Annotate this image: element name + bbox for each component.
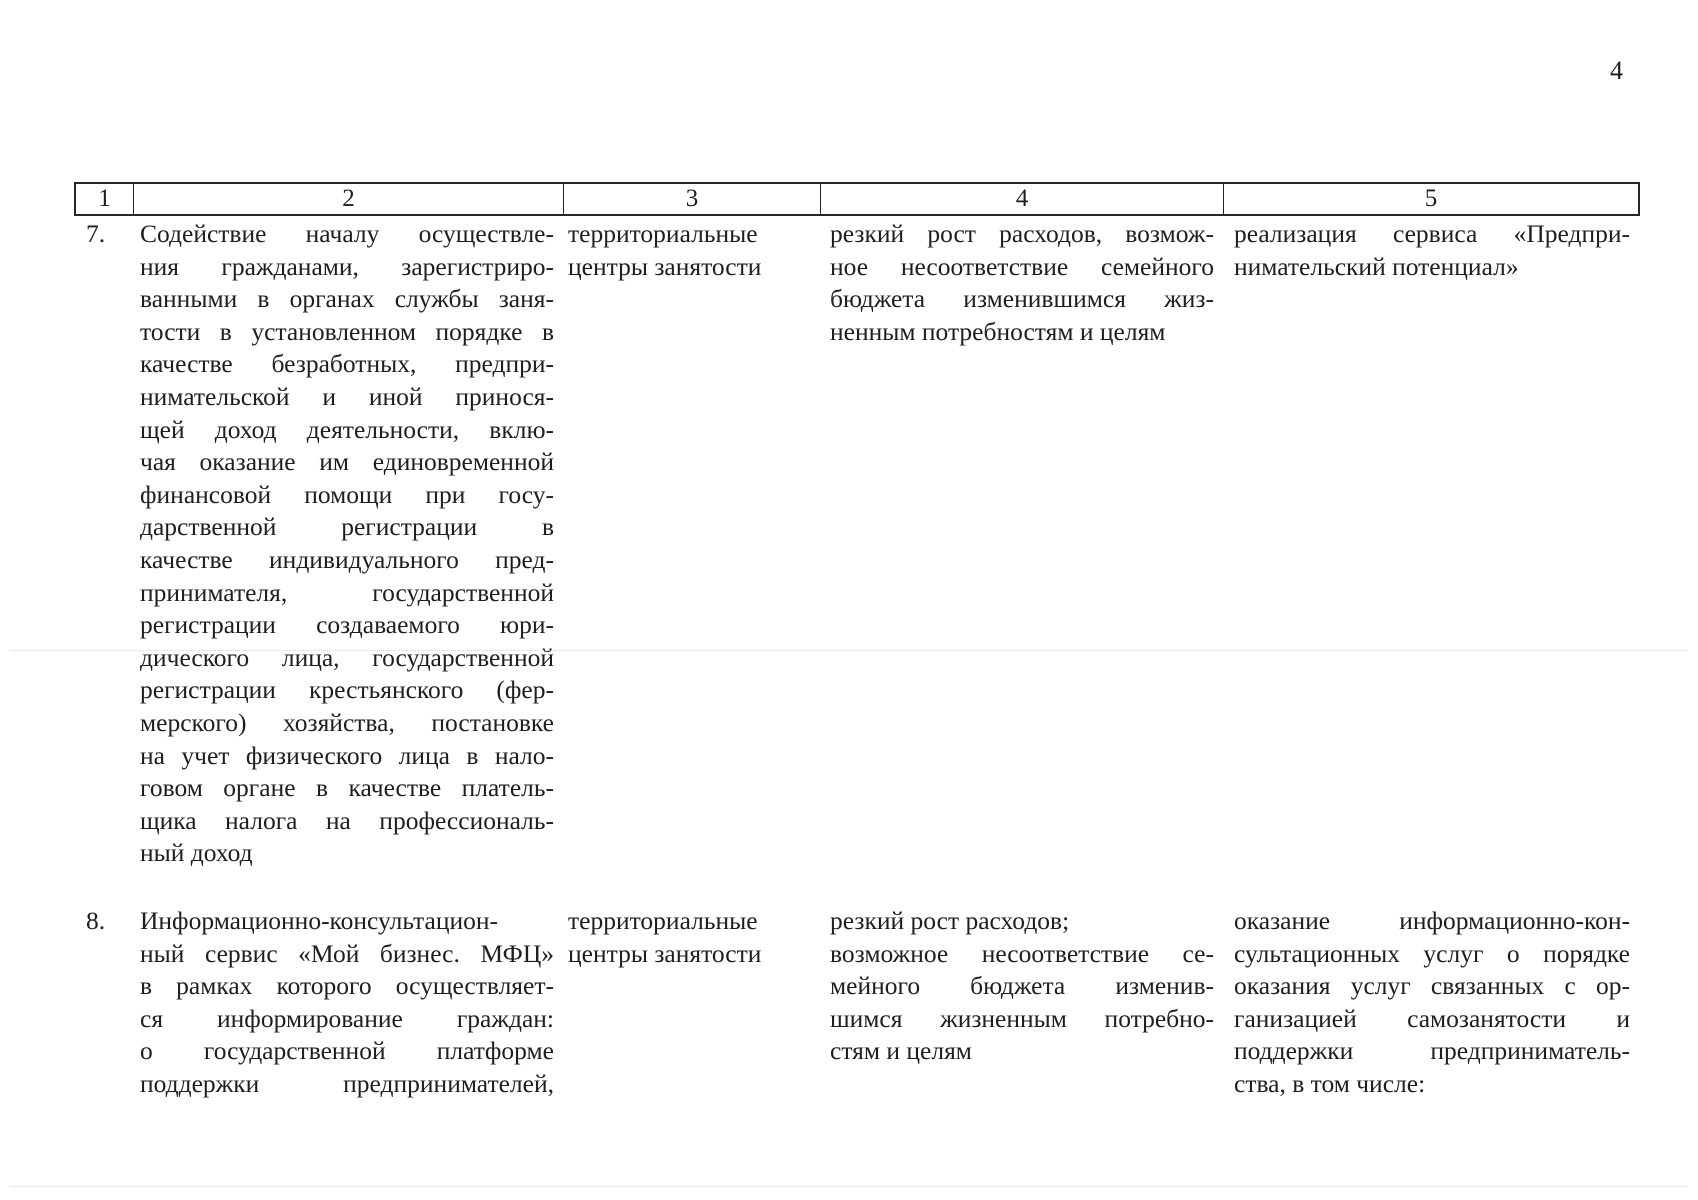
text-line: оказания услуг связанных с ор-: [1234, 971, 1630, 1001]
header-cell-5: 5: [1424, 185, 1438, 212]
text-line: принимателя, государственной: [140, 577, 554, 607]
text-line: качестве безработных, предпри-: [140, 349, 554, 379]
text-line: ства, в том числе:: [1234, 1068, 1426, 1098]
text-line: ное несоответствие семейного: [830, 251, 1214, 281]
risk-description: [830, 905, 1214, 1068]
text-line: центры занятости: [568, 938, 762, 968]
text-line: поддержки предприниматель-: [1234, 1036, 1630, 1066]
text-line: чая оказание им единовременной: [140, 447, 554, 477]
row-number: 7.: [86, 219, 106, 248]
text-line: о государственной платформе: [140, 1036, 554, 1066]
header-cell-4: 4: [821, 184, 1224, 214]
scan-artifact-line: [10, 650, 1688, 651]
text-line: ненным потребностям и целям: [830, 316, 1166, 346]
text-line: качестве индивидуального пред-: [140, 544, 554, 574]
text-line: ный сервис «Мой бизнес. МФЦ»: [140, 938, 554, 968]
text-line: говом органе в качестве платель-: [140, 773, 554, 803]
text-line: территориальные: [568, 219, 758, 248]
risk-description: [830, 218, 1214, 348]
text-line: ния гражданами, зарегистриро-: [140, 251, 554, 281]
text-line: оказание информационно-кон-: [1234, 906, 1630, 935]
header-cell-2: 2: [134, 184, 564, 214]
text-line: регистрации создаваемого юри-: [140, 610, 554, 640]
text-line: центры занятости: [568, 251, 762, 281]
text-line: Содействие началу осуществле-: [140, 219, 554, 248]
text-line: дического лица, государственной: [140, 642, 554, 672]
text-line: резкий рост расходов, возмож-: [830, 219, 1214, 248]
text-line: территориальные: [568, 906, 758, 935]
text-line: нимательский потенциал»: [1234, 251, 1519, 281]
text-line: сультационных услуг о порядке: [1234, 938, 1630, 968]
text-line: бюджета изменившимся жиз-: [830, 284, 1214, 314]
text-line: шимся жизненным потребно-: [830, 1003, 1214, 1033]
text-line: ся информирование граждан:: [140, 1003, 554, 1033]
text-line: дарственной регистрации в: [140, 512, 554, 542]
implementation-mechanism: [1234, 905, 1630, 1101]
text-line: ганизацией самозанятости и: [1234, 1003, 1630, 1033]
text-line: мерского) хозяйства, постановке: [140, 707, 554, 737]
responsible-executor: [568, 218, 814, 283]
text-line: в рамках которого осуществляет-: [140, 971, 554, 1001]
page-number: 4: [1610, 56, 1623, 85]
scan-artifact-line: [10, 1186, 1688, 1187]
text-line: на учет физического лица в нало-: [140, 740, 554, 770]
text-line: нимательской и иной принося-: [140, 381, 554, 411]
responsible-executor: [568, 905, 814, 970]
measure-description: [140, 905, 554, 1101]
text-line: поддержки предпринимателей,: [140, 1068, 554, 1098]
text-line: ванными в органах службы заня-: [140, 284, 554, 314]
text-line: щей доход деятельности, вклю-: [140, 414, 554, 444]
text-line: возможное несоответствие се-: [830, 938, 1214, 968]
text-line: финансовой помощи при госу-: [140, 479, 554, 509]
text-line: щика налога на профессиональ-: [140, 805, 554, 835]
row-number: 8.: [86, 906, 106, 935]
table-header-row: [74, 182, 1640, 216]
header-cell-3: 3: [564, 184, 821, 214]
header-cell-1: 1: [76, 184, 134, 214]
text-line: регистрации крестьянского (фер-: [140, 675, 554, 705]
measure-description: [140, 218, 554, 870]
text-line: мейного бюджета изменив-: [830, 971, 1214, 1001]
implementation-mechanism: [1234, 218, 1630, 283]
text-line: стям и целям: [830, 1036, 972, 1066]
text-line: тости в установленном порядке в: [140, 316, 554, 346]
text-line: Информационно-консультацион-: [140, 906, 498, 935]
text-line: реализация сервиса «Предпри-: [1234, 219, 1630, 248]
text-line: ный доход: [140, 838, 253, 868]
text-line: резкий рост расходов;: [830, 906, 1070, 935]
